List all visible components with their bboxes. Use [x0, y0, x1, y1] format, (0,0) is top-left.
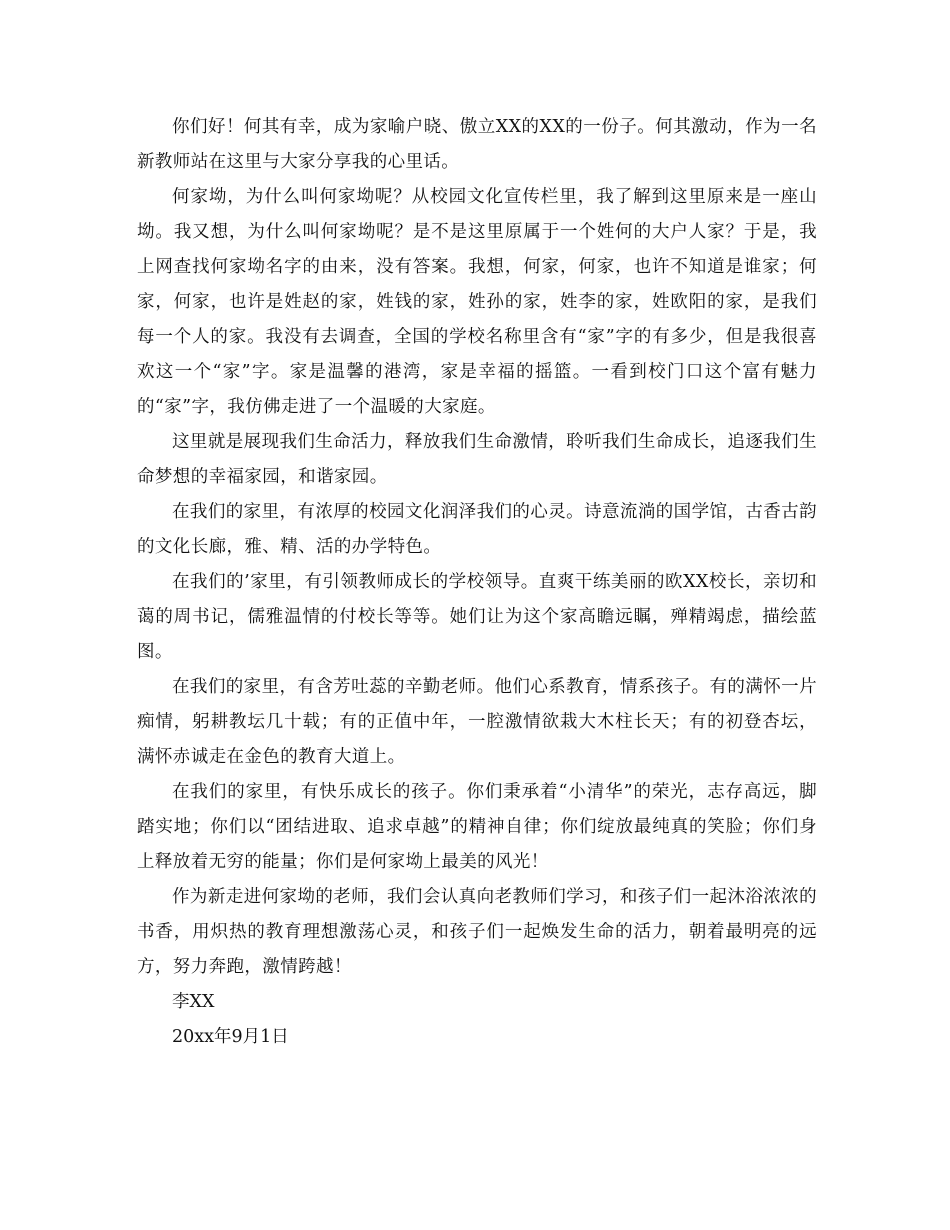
paragraph-school-leaders: 在我们的’家里，有引领教师成长的学校领导。直爽干练美丽的欧XX校长，亲切和蔼的周书记，儒雅温情的付校长等等。她们让为这个家高瞻远瞩，殚精竭虑，描绘蓝图。	[137, 572, 817, 662]
paragraph-closing: 作为新走进何家坳的老师，我们会认真向老教师们学习，和孩子们一起沐浴浓浓的书香，用炽热的教育理想激荡心灵，和孩子们一起焕发生命的活力，朝着最明亮的远方，努力奔跑，激情跨越！	[137, 887, 817, 977]
signature-name: 李XX	[172, 992, 215, 1012]
document-body	[137, 110, 817, 1055]
signature-date: 20xx年9月1日	[172, 1027, 289, 1047]
paragraph-campus-culture: 在我们的家里，有浓厚的校园文化润泽我们的心灵。诗意流淌的国学馆，古香古韵的文化长廊，雅、精、活的办学特色。	[137, 502, 817, 557]
paragraph-home-garden: 这里就是展现我们生命活力，释放我们生命激情，聆听我们生命成长，追逐我们生命梦想的幸福家园，和谐家园。	[137, 432, 817, 487]
paragraph-greeting: 你们好！何其有幸，成为家喻户晓、傲立XX的XX的一份子。何其激动，作为一名新教师站在这里与大家分享我的心里话。	[137, 117, 817, 172]
paragraph-children: 在我们的家里，有快乐成长的孩子。你们秉承着“小清华”的荣光，志存高远，脚踏实地；你们以“团结进取、追求卓越”的精神自律；你们绽放最纯真的笑脸；你们身上释放着无穷的能量；你们是何家坳上最美的风光！	[137, 782, 817, 872]
paragraph-hejiaao-name: 何家坳，为什么叫何家坳呢？从校园文化宣传栏里，我了解到这里原来是一座山坳。我又想，为什么叫何家坳呢？是不是这里原属于一个姓何的大户人家？于是，我上网查找何家坳名字的由来，没有答案。我想，何家，何家，也许不知道是谁家；何家，何家，也许是姓赵的家，姓钱的家，姓孙的家，姓李的家，姓欧阳的家，是我们每一个人的家。我没有去调查，全国的学校名称里含有“家”字的有多少，但是我很喜欢这一个“家”字。家是温馨的港湾，家是幸福的摇篮。一看到校门口这个富有魅力的“家”字，我仿佛走进了一个温暖的大家庭。	[137, 187, 817, 417]
paragraph-teachers: 在我们的家里，有含芳吐蕊的辛勤老师。他们心系教育，情系孩子。有的满怀一片痴情，躬耕教坛几十载；有的正值中年，一腔激情欲栽大木柱长天；有的初登杏坛，满怀赤诚走在金色的教育大道上。	[137, 677, 817, 767]
